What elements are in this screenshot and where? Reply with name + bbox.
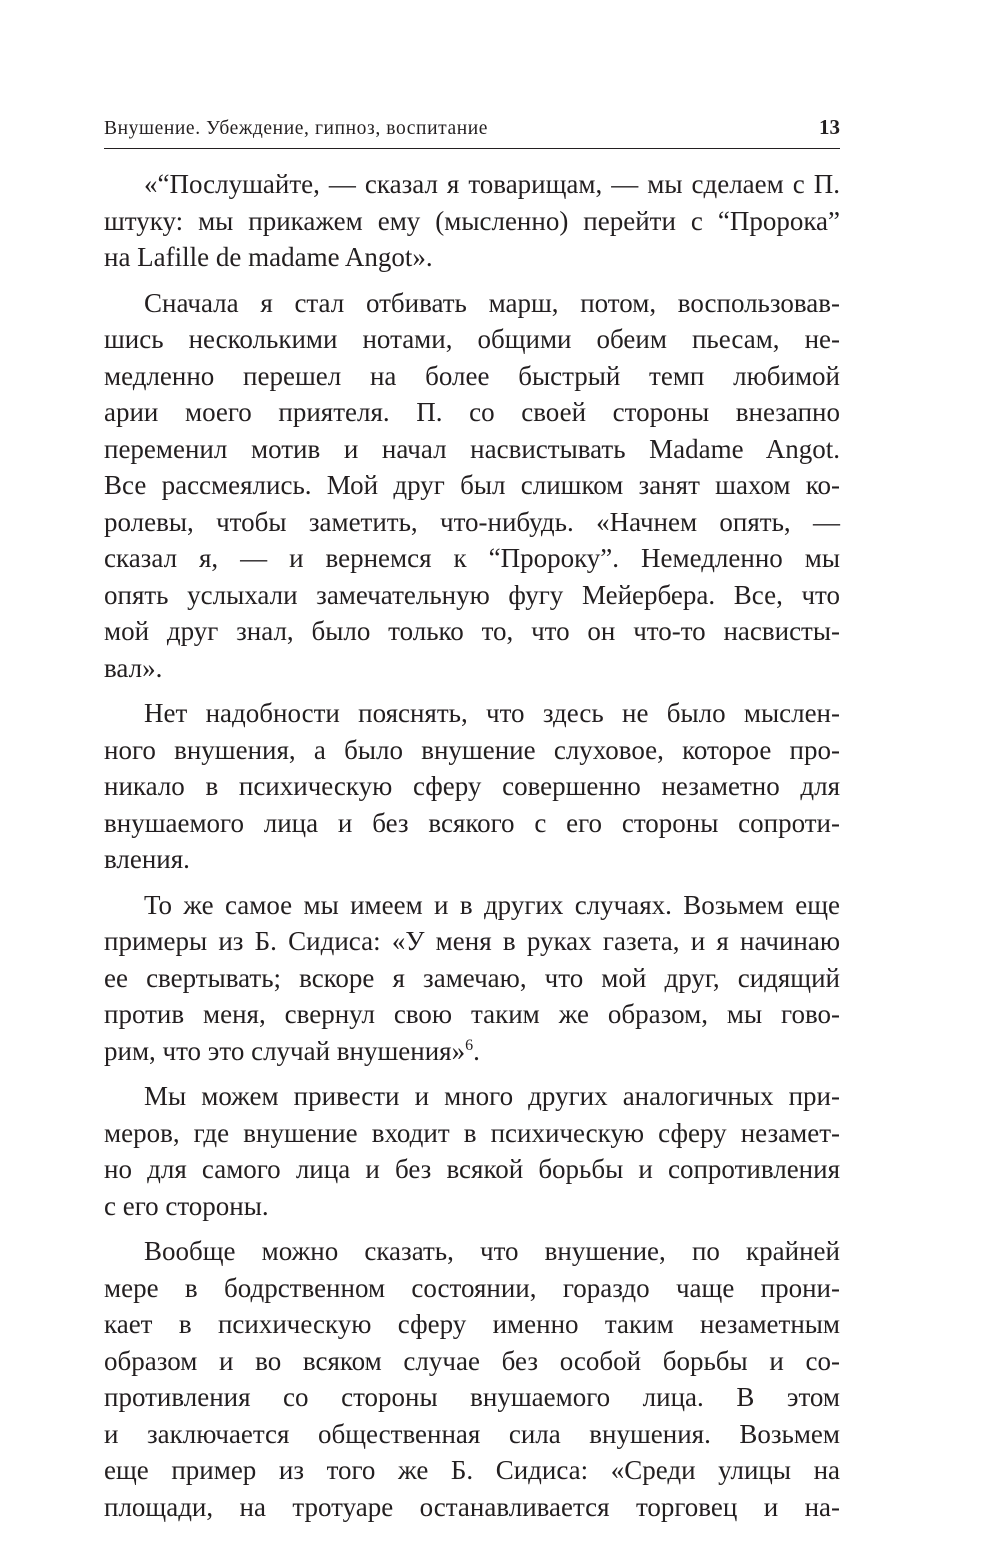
text-line: меров, где внушение входит в психическую сферу незамет- [104,1117,840,1148]
text-line: Все рассмеялись. Мой друг был слишком занят шахом ко- [104,470,840,500]
paragraph [104,285,840,687]
text-line: кает в психическую сферу именно таким незаметным [104,1309,840,1339]
paragraph [104,695,840,878]
text-line: противления со стороны внушаемого лица. В этом [104,1382,840,1412]
text-line: примеры из Б. Сидиса: «У меня в руках газета, и я начинаю [104,926,840,956]
text-line: ролевы, чтобы заметить, что-нибудь. «Начнем опять, — [104,506,840,537]
page-header [104,113,840,149]
footnote-marker[interactable]: 6 [465,1036,474,1054]
page-number: 13 [819,115,840,139]
text-line: внушаемого лица и без всякого с его стороны сопроти- [104,807,840,838]
text-line: против меня, свернул свою таким же образом, мы гово- [104,999,840,1029]
text-line: Мы можем привести и много других аналогичных при- [144,1081,840,1111]
text-line: штуку: мы прикажем ему (мысленно) перейти с “Пророка” [104,205,840,236]
text-line: образом и во всяком случае без особой борьбы и со- [104,1345,840,1376]
text-line: «“Послушайте, — сказал я товарищам, — мы сделаем с П. [144,169,840,199]
text-line: вал». [104,652,163,683]
text-line: переменил мотив и начал насвистывать Madame Angot. [104,433,840,464]
text-line: мере в бодрственном состоянии, гораздо чаще прони- [104,1272,840,1303]
text-line: Сначала я стал отбивать марш, потом, воспользовав- [144,287,840,318]
text-line: То же самое мы имеем и в других случаях. Возьмем еще [144,889,840,920]
text-line: на Lafille de madame Angot». [104,242,433,272]
text-line: и заключается общественная сила внушения. Возьмем [104,1418,840,1449]
paragraph [104,1078,840,1224]
paragraph [104,887,840,1070]
text-line: вления. [104,844,190,874]
text-line: шись несколькими нотами, общими обеим пьесам, не- [104,324,840,354]
text-line: мой друг знал, было только то, что он что-то насвисты- [104,616,840,646]
text-line: никало в психическую сферу совершенно незаметно для [104,771,840,801]
text-line: ного внушения, а было внушение слуховое, которое про- [104,734,840,765]
text-line: опять услыхали замечательную фугу Мейербера. Все, что [104,579,840,610]
paragraph [104,1233,840,1525]
text-line: Нет надобности пояснять, что здесь не было мыслен- [144,698,840,728]
text-line: медленно перешел на более быстрый темп любимой [104,360,840,391]
text-line: сказал я, — и вернемся к “Пророку”. Немедленно мы [104,543,840,573]
running-title: Внушение. Убеждение, гипноз, воспитание [104,118,489,139]
text-line: Вообще можно сказать, что внушение, по крайней [144,1236,840,1266]
text-line: ее свертывать; вскоре я замечаю, что мой друг, сидящий [104,962,840,993]
text-line [104,1033,840,1070]
text-line-content: рим, что это случай внушения» [104,1035,466,1066]
text-line: арии моего приятеля. П. со своей стороны внезапно [104,397,840,427]
text-line: площади, на тротуаре останавливается торговец и на- [104,1491,840,1522]
text-line-end: . [473,1035,480,1066]
text-line: еще пример из того же Б. Сидиса: «Среди улицы на [104,1455,840,1485]
paragraph [104,166,840,276]
body-text [104,166,840,1534]
text-line: с его стороны. [104,1190,269,1221]
text-line: но для самого лица и без всякой борьбы и сопротивления [104,1154,840,1184]
